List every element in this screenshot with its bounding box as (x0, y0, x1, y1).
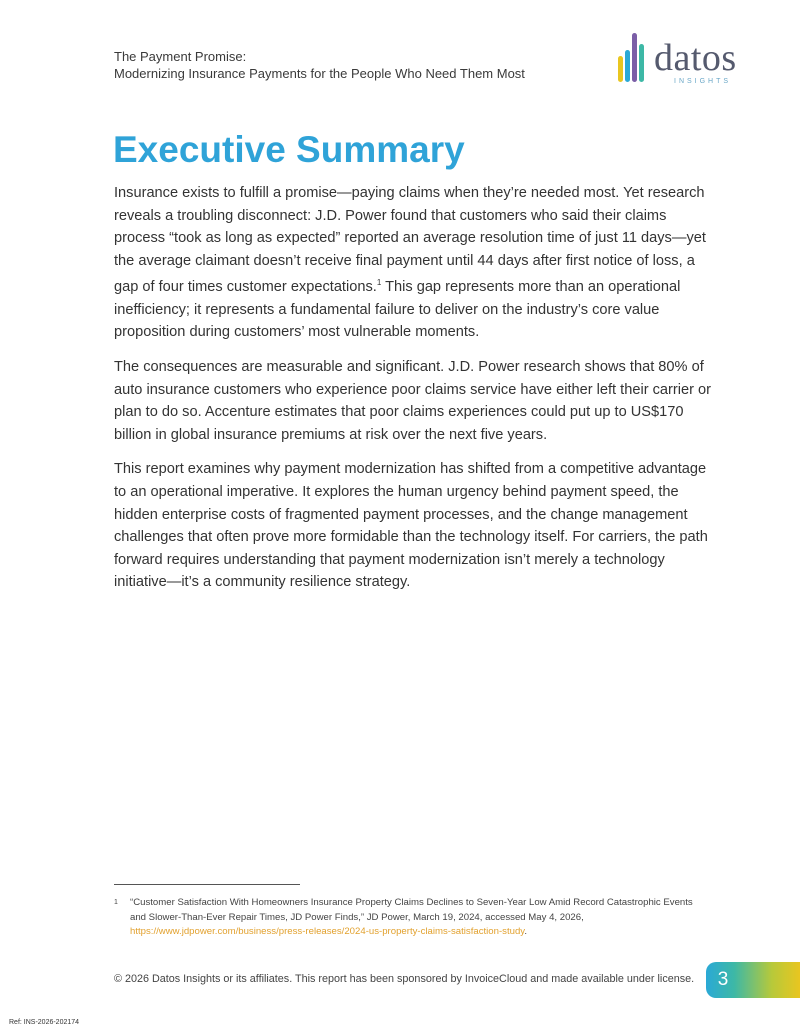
header-subtitle: Modernizing Insurance Payments for the People Who Need Them Most (114, 66, 525, 81)
footnote-end: . (524, 926, 528, 937)
logo-subtitle: INSIGHTS (674, 78, 732, 85)
reference-code: Ref: INS-2026-202174 (9, 1019, 80, 1026)
page-number: 3 (717, 969, 729, 990)
footnote-citation: “Customer Satisfaction With Homeowners Insurance Property Claims Declines to Seven-Year Low Amid Record Catastrophic Events and Slower-Than-Ever Repair Times, JD Power Finds,” JD Power, March 19, 2024, accessed May 4, 2026, (130, 897, 693, 923)
footnote-divider (114, 884, 300, 885)
paragraph-3: This report examines why payment modernization has shifted from a competitive advantage to an operational imperative. It explores the human urgency behind payment speed, the hidden enterprise costs of fragmented payment processes, and the change management challenges that often prove more formidable than the technology itself. For carriers, the path forward requires understanding that payment modernization isn’t merely a technology initiative—it’s a community resilience strategy. (114, 461, 708, 591)
footnote-marker[interactable]: 1 (376, 278, 382, 288)
body-text (114, 182, 714, 606)
logo-bars-icon (614, 30, 654, 86)
page-title: Executive Summary (113, 129, 465, 170)
header-title: The Payment Promise: (114, 49, 247, 64)
footnote-text (114, 896, 704, 940)
copyright-notice: © 2026 Datos Insights or its affiliates. This report has been sponsored by InvoiceCloud and made available under license. (114, 973, 695, 985)
paragraph-1 (114, 182, 714, 344)
report-header (114, 48, 525, 82)
footnote-link[interactable]: https://www.jdpower.com/business/press-releases/2024-us-property-claims-satisfaction-study (130, 926, 525, 937)
datos-insights-logo (614, 30, 744, 90)
logo-wordmark: datos (654, 37, 737, 79)
footnote (114, 896, 704, 940)
paragraph-2: The consequences are measurable and significant. J.D. Power research shows that 80% of auto insurance customers who experience poor claims service have either left their carrier or plan to do so. Accenture estimates that poor claims experiences could put up to US$170 billion in global insurance premiums at risk over the next five years. (114, 359, 711, 443)
footnote-number: 1 (114, 899, 118, 906)
paragraph-1-continuation: This gap represents more than an operational inefficiency; it represents a fundamental failure to deliver on the industry’s core value proposition during customers’ most vulnerable moments. (114, 279, 681, 341)
paragraph-1-text: Insurance exists to fulfill a promise—paying claims when they’re needed most. Yet research reveals a troubling disconnect: J.D. Power found that customers who said their claims process “took as long as expected” reported an average resolution time of just 11 days—yet the average claimant doesn’t receive final payment until 44 days after first notice of loss, a gap of four times customer expectations. (114, 185, 706, 296)
page-number-badge (706, 962, 800, 998)
